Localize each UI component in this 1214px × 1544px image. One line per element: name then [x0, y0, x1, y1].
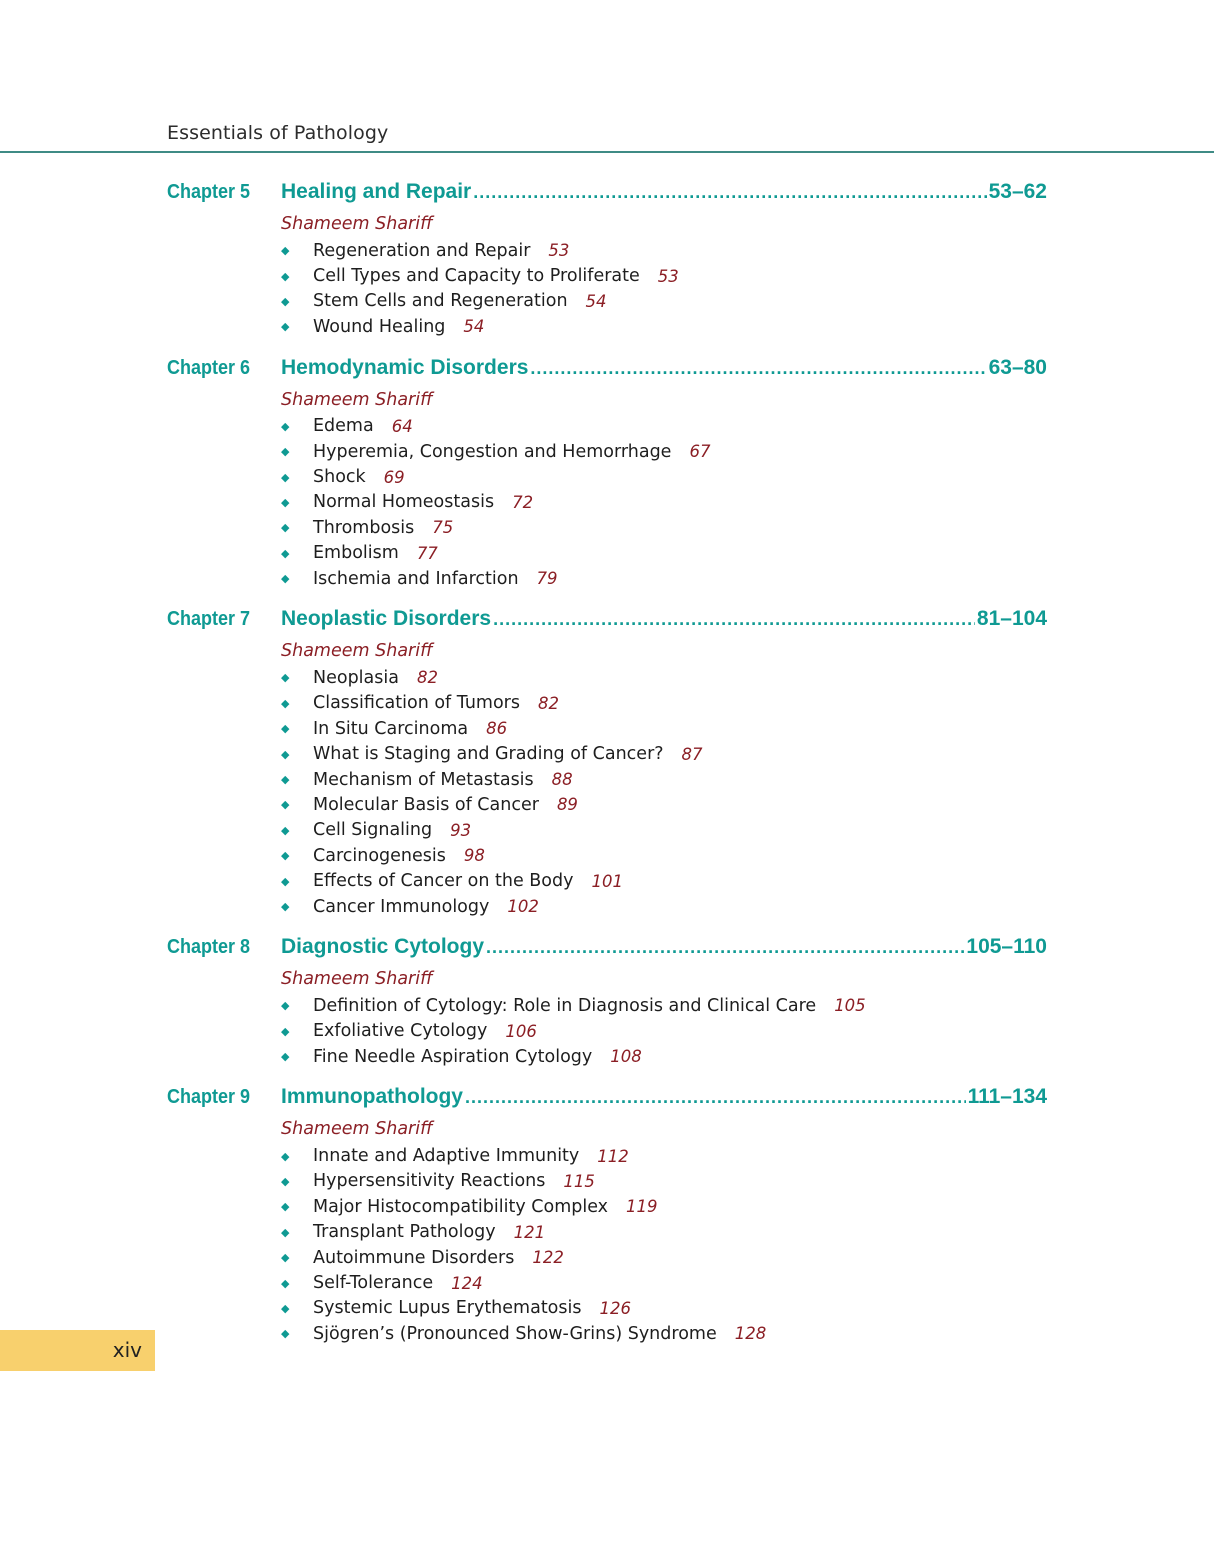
topic-page: 102 — [507, 897, 539, 916]
diamond-bullet-icon: ◆ — [281, 1301, 290, 1315]
topic-list — [281, 238, 1047, 340]
topic-page: 105 — [834, 996, 866, 1016]
topic-page: 64 — [391, 416, 413, 436]
diamond-bullet-icon: ◆ — [281, 999, 290, 1013]
topic-label: Shock — [313, 467, 366, 488]
topic-page: 54 — [585, 291, 607, 311]
topic-page: 86 — [486, 719, 508, 739]
list-item[interactable] — [281, 515, 1047, 540]
running-head: Essentials of Pathology — [167, 122, 389, 144]
list-item[interactable] — [281, 289, 1047, 314]
chapter-title: Immunopathology — [281, 1085, 463, 1109]
chapter-author: Shameem Shariff — [281, 969, 433, 990]
topic-label: What is Staging and Grading of Cancer? — [313, 744, 664, 765]
topic-page: 67 — [689, 442, 711, 462]
diamond-bullet-icon: ◆ — [281, 1174, 290, 1188]
list-item[interactable] — [281, 792, 1047, 817]
list-item[interactable] — [281, 1044, 1047, 1069]
topic-page: 126 — [599, 1298, 631, 1318]
topic-label: Cell Signaling — [313, 820, 433, 841]
page-number-tab — [0, 1330, 155, 1371]
header-rule — [0, 151, 1214, 153]
diamond-bullet-icon: ◆ — [281, 773, 290, 787]
diamond-bullet-icon: ◆ — [281, 320, 290, 334]
topic-page: 82 — [416, 668, 438, 688]
diamond-bullet-icon: ◆ — [281, 1327, 290, 1341]
chapter-author: Shameem Shariff — [281, 389, 433, 410]
diamond-bullet-icon: ◆ — [281, 798, 290, 812]
list-item[interactable] — [281, 843, 1047, 868]
chapter-heading[interactable] — [167, 180, 1047, 210]
diamond-bullet-icon: ◆ — [281, 269, 290, 283]
chapter-entry — [167, 356, 1047, 592]
list-item[interactable] — [281, 414, 1047, 439]
list-item[interactable] — [281, 541, 1047, 566]
topic-label: Wound Healing — [313, 316, 446, 337]
diamond-bullet-icon: ◆ — [281, 572, 290, 586]
topic-label: Mechanism of Metastasis — [313, 769, 534, 790]
topic-list — [281, 993, 1047, 1069]
list-item[interactable] — [281, 490, 1047, 515]
topic-label: Cell Types and Capacity to Proliferate — [313, 266, 640, 287]
topic-label: Innate and Adaptive Immunity — [313, 1146, 580, 1167]
diamond-bullet-icon: ◆ — [281, 1149, 290, 1163]
list-item[interactable] — [281, 566, 1047, 591]
list-item[interactable] — [281, 818, 1047, 843]
dot-leader — [473, 182, 986, 203]
topic-page: 87 — [681, 744, 703, 764]
diamond-bullet-icon: ◆ — [281, 244, 290, 258]
chapter-number: Chapter 5 — [167, 181, 251, 203]
chapter-author: Shameem Shariff — [281, 641, 433, 662]
page-number: xiv — [112, 1338, 142, 1362]
diamond-bullet-icon: ◆ — [281, 546, 290, 560]
topic-page: 115 — [563, 1171, 595, 1191]
topic-page: 53 — [657, 266, 679, 286]
diamond-bullet-icon: ◆ — [281, 849, 290, 863]
chapter-entry — [167, 607, 1047, 919]
chapter-title: Diagnostic Cytology — [281, 935, 485, 959]
chapter-entry — [167, 1085, 1047, 1346]
list-item[interactable] — [281, 1245, 1047, 1270]
list-item[interactable] — [281, 1270, 1047, 1295]
topic-page: 101 — [591, 871, 623, 891]
diamond-bullet-icon: ◆ — [281, 1276, 290, 1290]
diamond-bullet-icon: ◆ — [281, 1251, 290, 1265]
diamond-bullet-icon: ◆ — [281, 747, 290, 761]
diamond-bullet-icon: ◆ — [281, 294, 290, 308]
diamond-bullet-icon: ◆ — [281, 696, 290, 710]
chapter-entry — [167, 935, 1047, 1069]
topic-list — [281, 1143, 1047, 1346]
diamond-bullet-icon: ◆ — [281, 1225, 290, 1239]
dot-leader — [493, 609, 975, 630]
chapter-heading[interactable] — [167, 607, 1047, 637]
list-item[interactable] — [281, 1321, 1047, 1346]
topic-page: 98 — [463, 846, 485, 866]
list-item[interactable] — [281, 263, 1047, 288]
list-item[interactable] — [281, 665, 1047, 690]
topic-page: 82 — [537, 693, 559, 713]
topic-page: 112 — [597, 1146, 629, 1166]
list-item[interactable] — [281, 767, 1047, 792]
topic-label: Ischemia and Infarction — [313, 568, 519, 589]
diamond-bullet-icon: ◆ — [281, 823, 290, 837]
chapter-title: Healing and Repair — [281, 180, 472, 203]
list-item[interactable] — [281, 1019, 1047, 1044]
topic-page: 89 — [556, 795, 578, 815]
topic-label: Transplant Pathology — [313, 1222, 496, 1243]
topic-list — [281, 665, 1047, 919]
chapter-number: Chapter 7 — [167, 608, 251, 631]
chapter-pages: 53–62 — [988, 180, 1047, 203]
dot-leader — [486, 937, 964, 958]
diamond-bullet-icon: ◆ — [281, 722, 290, 736]
list-item[interactable] — [281, 238, 1047, 263]
chapter-number: Chapter 8 — [167, 936, 251, 959]
topic-list — [281, 414, 1047, 592]
topic-page: 77 — [416, 543, 438, 563]
list-item[interactable] — [281, 464, 1047, 489]
list-item[interactable] — [281, 716, 1047, 741]
topic-label: Major Histocompatibility Complex — [313, 1196, 609, 1217]
topic-label: Normal Homeostasis — [313, 492, 495, 513]
list-item[interactable] — [281, 1169, 1047, 1194]
topic-page: 93 — [450, 820, 472, 840]
topic-label: Stem Cells and Regeneration — [313, 291, 568, 312]
topic-label: Self-Tolerance — [313, 1273, 434, 1294]
table-of-contents — [167, 180, 1047, 1363]
topic-page: 108 — [610, 1047, 642, 1067]
list-item[interactable] — [281, 894, 1047, 919]
diamond-bullet-icon: ◆ — [281, 1200, 290, 1214]
chapter-author: Shameem Shariff — [281, 1119, 433, 1140]
topic-label: Neoplasia — [313, 667, 399, 688]
topic-label: Exfoliative Cytology — [313, 1021, 488, 1042]
diamond-bullet-icon: ◆ — [281, 445, 290, 459]
topic-label: Fine Needle Aspiration Cytology — [313, 1046, 593, 1067]
diamond-bullet-icon: ◆ — [281, 521, 290, 535]
topic-label: Autoimmune Disorders — [313, 1247, 515, 1268]
topic-page: 53 — [548, 241, 570, 261]
topic-page: 124 — [451, 1273, 483, 1293]
topic-label: Classification of Tumors — [313, 693, 520, 714]
list-item[interactable] — [281, 1194, 1047, 1219]
chapter-heading[interactable] — [167, 935, 1047, 965]
chapter-title: Neoplastic Disorders — [281, 607, 492, 631]
diamond-bullet-icon: ◆ — [281, 671, 290, 685]
list-item[interactable] — [281, 1143, 1047, 1168]
topic-page: 88 — [551, 770, 573, 790]
chapter-author: Shameem Shariff — [281, 214, 433, 234]
list-item[interactable] — [281, 1220, 1047, 1245]
topic-label: Thrombosis — [313, 517, 415, 538]
topic-page: 121 — [513, 1222, 546, 1242]
topic-page: 69 — [383, 467, 405, 487]
topic-page: 72 — [512, 492, 534, 512]
list-item[interactable] — [281, 868, 1047, 893]
topic-label: In Situ Carcinoma — [313, 718, 469, 739]
chapter-number: Chapter 9 — [167, 1086, 251, 1109]
topic-page: 54 — [463, 317, 485, 337]
topic-page: 79 — [536, 569, 558, 589]
topic-page: 106 — [505, 1021, 537, 1041]
topic-label: Hyperemia, Congestion and Hemorrhage — [313, 441, 672, 462]
topic-page: 75 — [432, 518, 454, 538]
topic-page: 119 — [626, 1197, 658, 1217]
topic-page: 128 — [734, 1324, 767, 1344]
chapter-heading[interactable] — [167, 356, 1047, 386]
topic-label: Carcinogenesis — [313, 845, 446, 866]
chapter-pages: 63–80 — [988, 355, 1047, 379]
topic-label: Hypersensitivity Reactions — [313, 1171, 546, 1192]
list-item[interactable] — [281, 1296, 1047, 1321]
topic-label: Systemic Lupus Erythematosis — [313, 1298, 582, 1319]
topic-label: Regeneration and Repair — [313, 240, 531, 261]
topic-label: Embolism — [313, 543, 399, 564]
diamond-bullet-icon: ◆ — [281, 900, 290, 913]
chapter-pages: 111–134 — [967, 1085, 1047, 1109]
list-item[interactable] — [281, 439, 1047, 464]
diamond-bullet-icon: ◆ — [281, 419, 290, 433]
diamond-bullet-icon: ◆ — [281, 1050, 290, 1064]
dot-leader — [465, 1087, 966, 1108]
list-item[interactable] — [281, 741, 1047, 766]
dot-leader — [530, 358, 986, 379]
chapter-pages: 105–110 — [966, 935, 1047, 959]
topic-label: Effects of Cancer on the Body — [313, 871, 574, 892]
diamond-bullet-icon: ◆ — [281, 1024, 290, 1038]
chapter-title: Hemodynamic Disorders — [281, 355, 529, 379]
diamond-bullet-icon: ◆ — [281, 874, 290, 888]
topic-label: Definition of Cytology: Role in Diagnosis and Clinical Care — [313, 995, 817, 1016]
list-item[interactable] — [281, 691, 1047, 716]
topic-label: Edema — [313, 416, 374, 437]
topic-label: Cancer Immunology — [313, 896, 490, 917]
topic-label: Sjögren’s (Pronounced Show-Grins) Syndrome — [313, 1323, 717, 1344]
diamond-bullet-icon: ◆ — [281, 470, 290, 484]
list-item[interactable] — [281, 314, 1047, 339]
chapter-number: Chapter 6 — [167, 356, 251, 379]
list-item[interactable] — [281, 993, 1047, 1018]
chapter-pages: 81–104 — [976, 607, 1047, 631]
chapter-entry — [167, 180, 1047, 340]
diamond-bullet-icon: ◆ — [281, 495, 290, 509]
topic-label: Molecular Basis of Cancer — [313, 794, 539, 815]
chapter-heading[interactable] — [167, 1085, 1047, 1115]
topic-page: 122 — [532, 1248, 564, 1268]
